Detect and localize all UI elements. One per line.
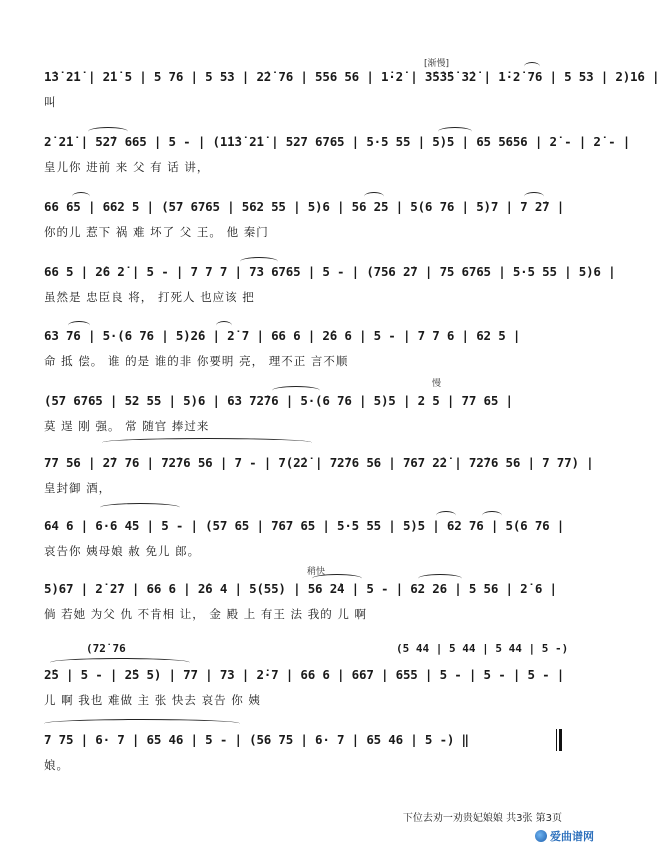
lyric-line: 虽然是 忠臣良 将， 打死人 也应该 把	[44, 290, 255, 304]
page-footer-caption: 下位去劝一劝贵妃娘娘 共3张 第3页	[402, 813, 562, 824]
lyric-line: 倘 若她 为父 仇 不肯相 让， 金 殿 上 有王 法 我的 儿 啊	[44, 607, 368, 621]
tempo-mark-slower: 慢	[432, 379, 442, 389]
slur	[100, 503, 180, 512]
site-name: 爱曲谱网	[550, 830, 594, 843]
notation-line: 5)67 | 2̇ 2̇7 | 66 6 | 2̇6 4 | 5(55) | 56 2̇4 | 5 - | 62 26 | 5 56 | 2̇ 6 |	[44, 581, 557, 596]
notation-line: (57 6765 | 52 55 | 5)6 | 63 72̇76 | 5·(6 76 | 5)5 | 2 5 | 77 65 |	[44, 393, 513, 408]
logo-icon	[535, 830, 547, 842]
lyric-line: 皇封御 酒，	[44, 481, 112, 495]
slur	[44, 719, 240, 728]
notation-line: 1̇3̇ 2̇1̇ | 2̇1̇ 5 | 5 76 | 5 53 | 2̇2̇ 76 | 556 56 | 1̇·2̇ | 3̇5̇3̇5̇ 3̇2̇ | 1̇·2̇ 76 | 5 53 | 2)1̇6 |	[44, 69, 659, 84]
notation-line: 66 5 | 2̇6 2̇ | 5 - | 7 7 7 | 73 6765 | 5 - | (756 2̇7 | 75 6765 | 5·5 55 | 5)6 |	[44, 264, 616, 279]
notation-line: 77 56 | 2̇7 76 | 72̇76 56 | 7 - | 7(2̇2̇ | 72̇76 56 | 767 2̇2̇ | 72̇76 56 | 7 77) |	[44, 455, 594, 470]
lyric-line: 命 抵 偿。 谁 的是 谁的非 你要明 亮， 理不正 言不顺	[44, 354, 349, 368]
lyric-line: 儿 啊 我也 难做 主 张 快去 哀告 你 姨	[44, 693, 261, 707]
accompaniment-line: (5 44 | 5 44 | 5 44 | 5 -)	[396, 642, 569, 655]
lyric-line: 哀告你 姨母娘 赦 免儿 郎。	[44, 544, 201, 558]
lyric-line: 莫 逞 刚 强。 常 随官 捧过来	[44, 419, 210, 433]
grace-notes: (72̇ 76	[86, 642, 126, 655]
site-logo	[535, 828, 594, 844]
slur	[102, 438, 312, 447]
tempo-mark-faster: 稍快	[307, 567, 326, 577]
notation-line: 64 6 | 6·6 45 | 5 - | (57 65 | 767 65 | 5·5 55 | 5)5 | 62 76 | 5(6 76 |	[44, 518, 565, 533]
lyric-line: 娘。	[44, 758, 69, 772]
lyric-line: 皇儿你 进前 来 父 有 话 讲，	[44, 160, 210, 174]
lyric-line: 叫	[44, 95, 57, 109]
notation-line: 63 76 | 5·(6 76 | 5)2̇6 | 2̇ 7 | 66 6 | 2̇6 6 | 5 - | 7 7 6 | 62 5 |	[44, 328, 521, 343]
notation-line: 7 75 | 6· 7 | 65 46 | 5 - | (56 75 | 6· 7 | 65 46 | 5 -) ‖	[44, 732, 469, 747]
lyric-line: 你的儿 惹下 祸 难 坏了 父 王。 他 秦门	[44, 225, 269, 239]
notation-line: 2̇ 2̇1̇ | 52̇7 665 | 5 - | (1̇1̇3̇ 2̇1̇ | 527 6765 | 5·5 55 | 5)5 | 65 5656 | 2̇ - | 2̇ - |	[44, 134, 631, 149]
notation-line: 66 65 | 662 5 | (57 6765 | 562 55 | 5)6 | 56 25 | 5(6 76 | 5)7 | 7 2̇7 |	[44, 199, 565, 214]
notation-line: 2̇5 | 5 - | 2̇5 5) | 77 | 73 | 2̇·7 | 66 6 | 667 | 655 | 5 - | 5 - | 5 - |	[44, 667, 565, 682]
tempo-mark-slow: [渐慢]	[424, 59, 450, 69]
